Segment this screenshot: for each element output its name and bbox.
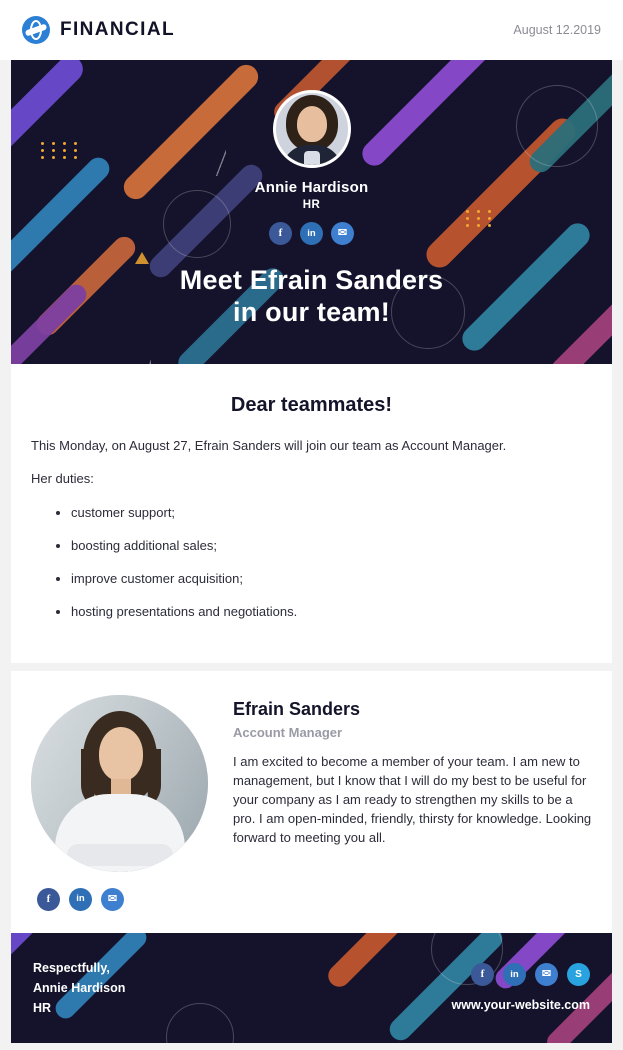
profile-media — [31, 695, 211, 911]
footer-signature — [33, 958, 125, 1018]
hero-content — [11, 60, 612, 329]
linkedin-icon[interactable]: in — [300, 222, 323, 245]
hero-title-line2: in our team! — [233, 296, 390, 327]
profile-name: Efrain Sanders — [233, 698, 361, 719]
hero-title-line1: Meet Efrain Sanders — [179, 265, 444, 295]
footer-line-3: HR — [33, 1000, 52, 1015]
list-item: • customer support; — [71, 505, 592, 520]
email-icon[interactable]: ✉ — [101, 888, 124, 911]
sender-name: Annie Hardison — [254, 179, 369, 196]
footer-website[interactable]: www.your-website.com — [451, 998, 590, 1013]
avatar — [273, 90, 351, 168]
facebook-icon[interactable]: f — [269, 222, 292, 245]
skype-icon[interactable]: S — [567, 963, 590, 986]
message-intro: This Monday, on August 27, Efrain Sanders will join our team as Account Manager. — [31, 438, 507, 453]
header-bar — [0, 0, 623, 60]
duties-label: Her duties: — [31, 470, 94, 486]
header-date: August 12.2019 — [513, 23, 601, 37]
brand-name: FINANCIAL — [60, 19, 175, 40]
hero-banner — [11, 60, 612, 364]
list-item: • hosting presentations and negotiations. — [71, 604, 592, 619]
globe-icon — [22, 16, 50, 44]
profile-photo — [31, 695, 208, 872]
profile-social-links — [31, 888, 211, 911]
footer-line-1: Respectfully, — [33, 960, 110, 975]
email-icon[interactable]: ✉ — [535, 963, 558, 986]
list-item: • improve customer acquisition; — [71, 571, 592, 586]
message-heading: Dear teammates! — [230, 394, 393, 416]
footer-line-2: Annie Hardison — [33, 980, 126, 995]
footer-bar — [11, 933, 612, 1043]
linkedin-icon[interactable]: in — [503, 963, 526, 986]
profile-bio: I am excited to become a member of your team. I am new to management, but I know that I will do my best to be useful for your company as I am ready to strengthen my skills to be a pro. I am open-minded, friendly, thirsty for knowledge. Looking forward to meeting you all. — [233, 753, 592, 846]
profile-details — [233, 695, 592, 911]
facebook-icon[interactable]: f — [471, 963, 494, 986]
duties-list — [31, 505, 592, 619]
facebook-icon[interactable]: f — [37, 888, 60, 911]
section-divider — [0, 663, 623, 671]
message-card — [11, 364, 612, 663]
profile-role: Account Manager — [233, 724, 343, 740]
footer-social-links — [452, 963, 590, 986]
hero-social-links — [11, 222, 612, 245]
footer-contact — [452, 963, 590, 1012]
linkedin-icon[interactable]: in — [69, 888, 92, 911]
email-icon[interactable]: ✉ — [331, 222, 354, 245]
hero-title — [11, 265, 612, 329]
sender-role: HR — [302, 199, 321, 211]
brand[interactable] — [22, 16, 175, 44]
profile-card — [11, 671, 612, 933]
list-item: • boosting additional sales; — [71, 538, 592, 553]
